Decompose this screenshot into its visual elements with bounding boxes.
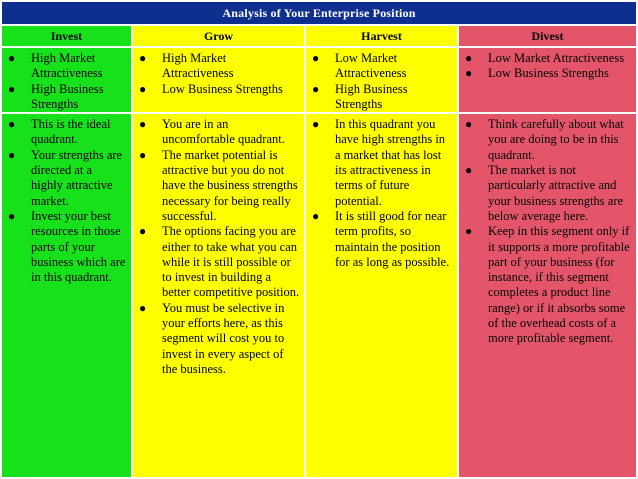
bullet-icon: ● <box>8 147 16 162</box>
bullet-icon: ● <box>465 66 473 81</box>
bullet-list <box>133 48 304 97</box>
bullet-text: Keep in this segment only if it supports a more profitable part of your business (for instance, if this segment completes a product line range) or if it absorbs some of the overhead costs of a more profitable segment. <box>488 224 630 346</box>
bullet-item <box>312 82 453 113</box>
bullet-item <box>139 301 300 377</box>
bullet-icon: ● <box>139 117 147 132</box>
bullet-icon: ● <box>312 51 320 65</box>
bullet-item <box>8 117 127 148</box>
bullet-text: The market is not particularly attractive and your business strengths are below average here. <box>488 163 624 223</box>
bullet-item <box>139 224 300 300</box>
bullet-text: Invest your best resources in those parts of your business which are in this quadrant. <box>31 208 126 285</box>
criteria-cell-invest <box>1 47 132 113</box>
bullet-item <box>465 51 632 66</box>
bullet-text: You must be selective in your efforts here, as this segment will cost you to invest in every aspect of the business. <box>162 300 285 376</box>
bullet-text: Low Market Attractiveness <box>335 51 407 81</box>
bullet-icon: ● <box>8 81 16 96</box>
bullet-icon: ● <box>139 81 147 96</box>
bullet-text: This is the ideal quadrant. <box>31 117 111 147</box>
bullet-text: High Business Strengths <box>31 81 104 111</box>
table-title: Analysis of Your Enterprise Position <box>1 1 637 25</box>
column-header-grow: Grow <box>132 25 305 47</box>
bullet-icon: ● <box>139 224 147 239</box>
bullet-item <box>312 209 453 270</box>
bullet-item <box>139 82 300 97</box>
bullet-text: You are in an uncomfortable quadrant. <box>162 117 285 147</box>
bullet-icon: ● <box>465 224 473 239</box>
bullet-item <box>312 117 453 209</box>
bullet-text: In this quadrant you have high strengths in a market that has lost its attractiveness in terms of future potential. <box>335 117 446 208</box>
bullet-item <box>465 224 632 346</box>
bullet-text: It is still good for near term profits, so maintain the position for as long as possible. <box>335 208 450 269</box>
bullet-icon: ● <box>8 117 16 132</box>
bullet-text: Low Business Strengths <box>488 66 609 81</box>
bullet-text: Low Business Strengths <box>162 81 283 96</box>
column-header-divest: Divest <box>458 25 637 47</box>
criteria-cell-grow <box>132 47 305 113</box>
bullet-item <box>139 117 300 148</box>
bullet-item <box>8 82 127 113</box>
guidance-cell-invest <box>1 113 132 478</box>
bullet-icon: ● <box>312 117 320 132</box>
bullet-list <box>2 48 131 112</box>
bullet-icon: ● <box>139 300 147 315</box>
bullet-text: Think carefully about what you are doing to be in this quadrant. <box>488 117 624 162</box>
bullet-list <box>459 114 636 346</box>
bullet-list <box>459 48 636 82</box>
bullet-list <box>306 114 457 270</box>
bullet-item <box>8 51 127 82</box>
bullet-icon: ● <box>139 51 147 65</box>
bullet-icon: ● <box>312 208 320 223</box>
column-header-invest: Invest <box>1 25 132 47</box>
bullet-text: High Business Strengths <box>335 81 408 111</box>
bullet-item <box>8 209 127 285</box>
bullet-icon: ● <box>465 163 473 178</box>
bullet-text: Low Market Attractiveness <box>488 51 625 65</box>
criteria-row <box>1 47 637 113</box>
bullet-icon: ● <box>139 147 147 162</box>
criteria-cell-harvest <box>305 47 458 113</box>
bullet-icon: ● <box>465 51 473 65</box>
bullet-text: High Market Attractiveness <box>162 51 234 81</box>
bullet-icon: ● <box>8 208 16 223</box>
bullet-text: The options facing you are either to take what you can while it is still possible or to invest in building a better competitive position. <box>162 224 300 300</box>
bullet-icon: ● <box>465 117 473 132</box>
bullet-item <box>465 66 632 81</box>
bullet-item <box>8 148 127 209</box>
bullet-item <box>312 51 453 82</box>
bullet-text: High Market Attractiveness <box>31 51 103 81</box>
header-row <box>1 25 637 47</box>
guidance-cell-harvest <box>305 113 458 478</box>
bullet-list <box>2 114 131 285</box>
column-header-harvest: Harvest <box>305 25 458 47</box>
bullet-list <box>306 48 457 112</box>
guidance-cell-grow <box>132 113 305 478</box>
bullet-item <box>465 117 632 163</box>
bullet-icon: ● <box>8 51 16 65</box>
guidance-row <box>1 113 637 478</box>
bullet-item <box>465 163 632 224</box>
bullet-icon: ● <box>312 81 320 96</box>
criteria-cell-divest <box>458 47 637 113</box>
guidance-cell-divest <box>458 113 637 478</box>
bullet-text: Your strengths are directed at a highly attractive market. <box>31 147 123 208</box>
bullet-item <box>139 51 300 82</box>
bullet-list <box>133 114 304 377</box>
bullet-text: The market potential is attractive but you do not have the business strengths necessary for being really successful. <box>162 147 298 223</box>
bullet-item <box>139 148 300 224</box>
